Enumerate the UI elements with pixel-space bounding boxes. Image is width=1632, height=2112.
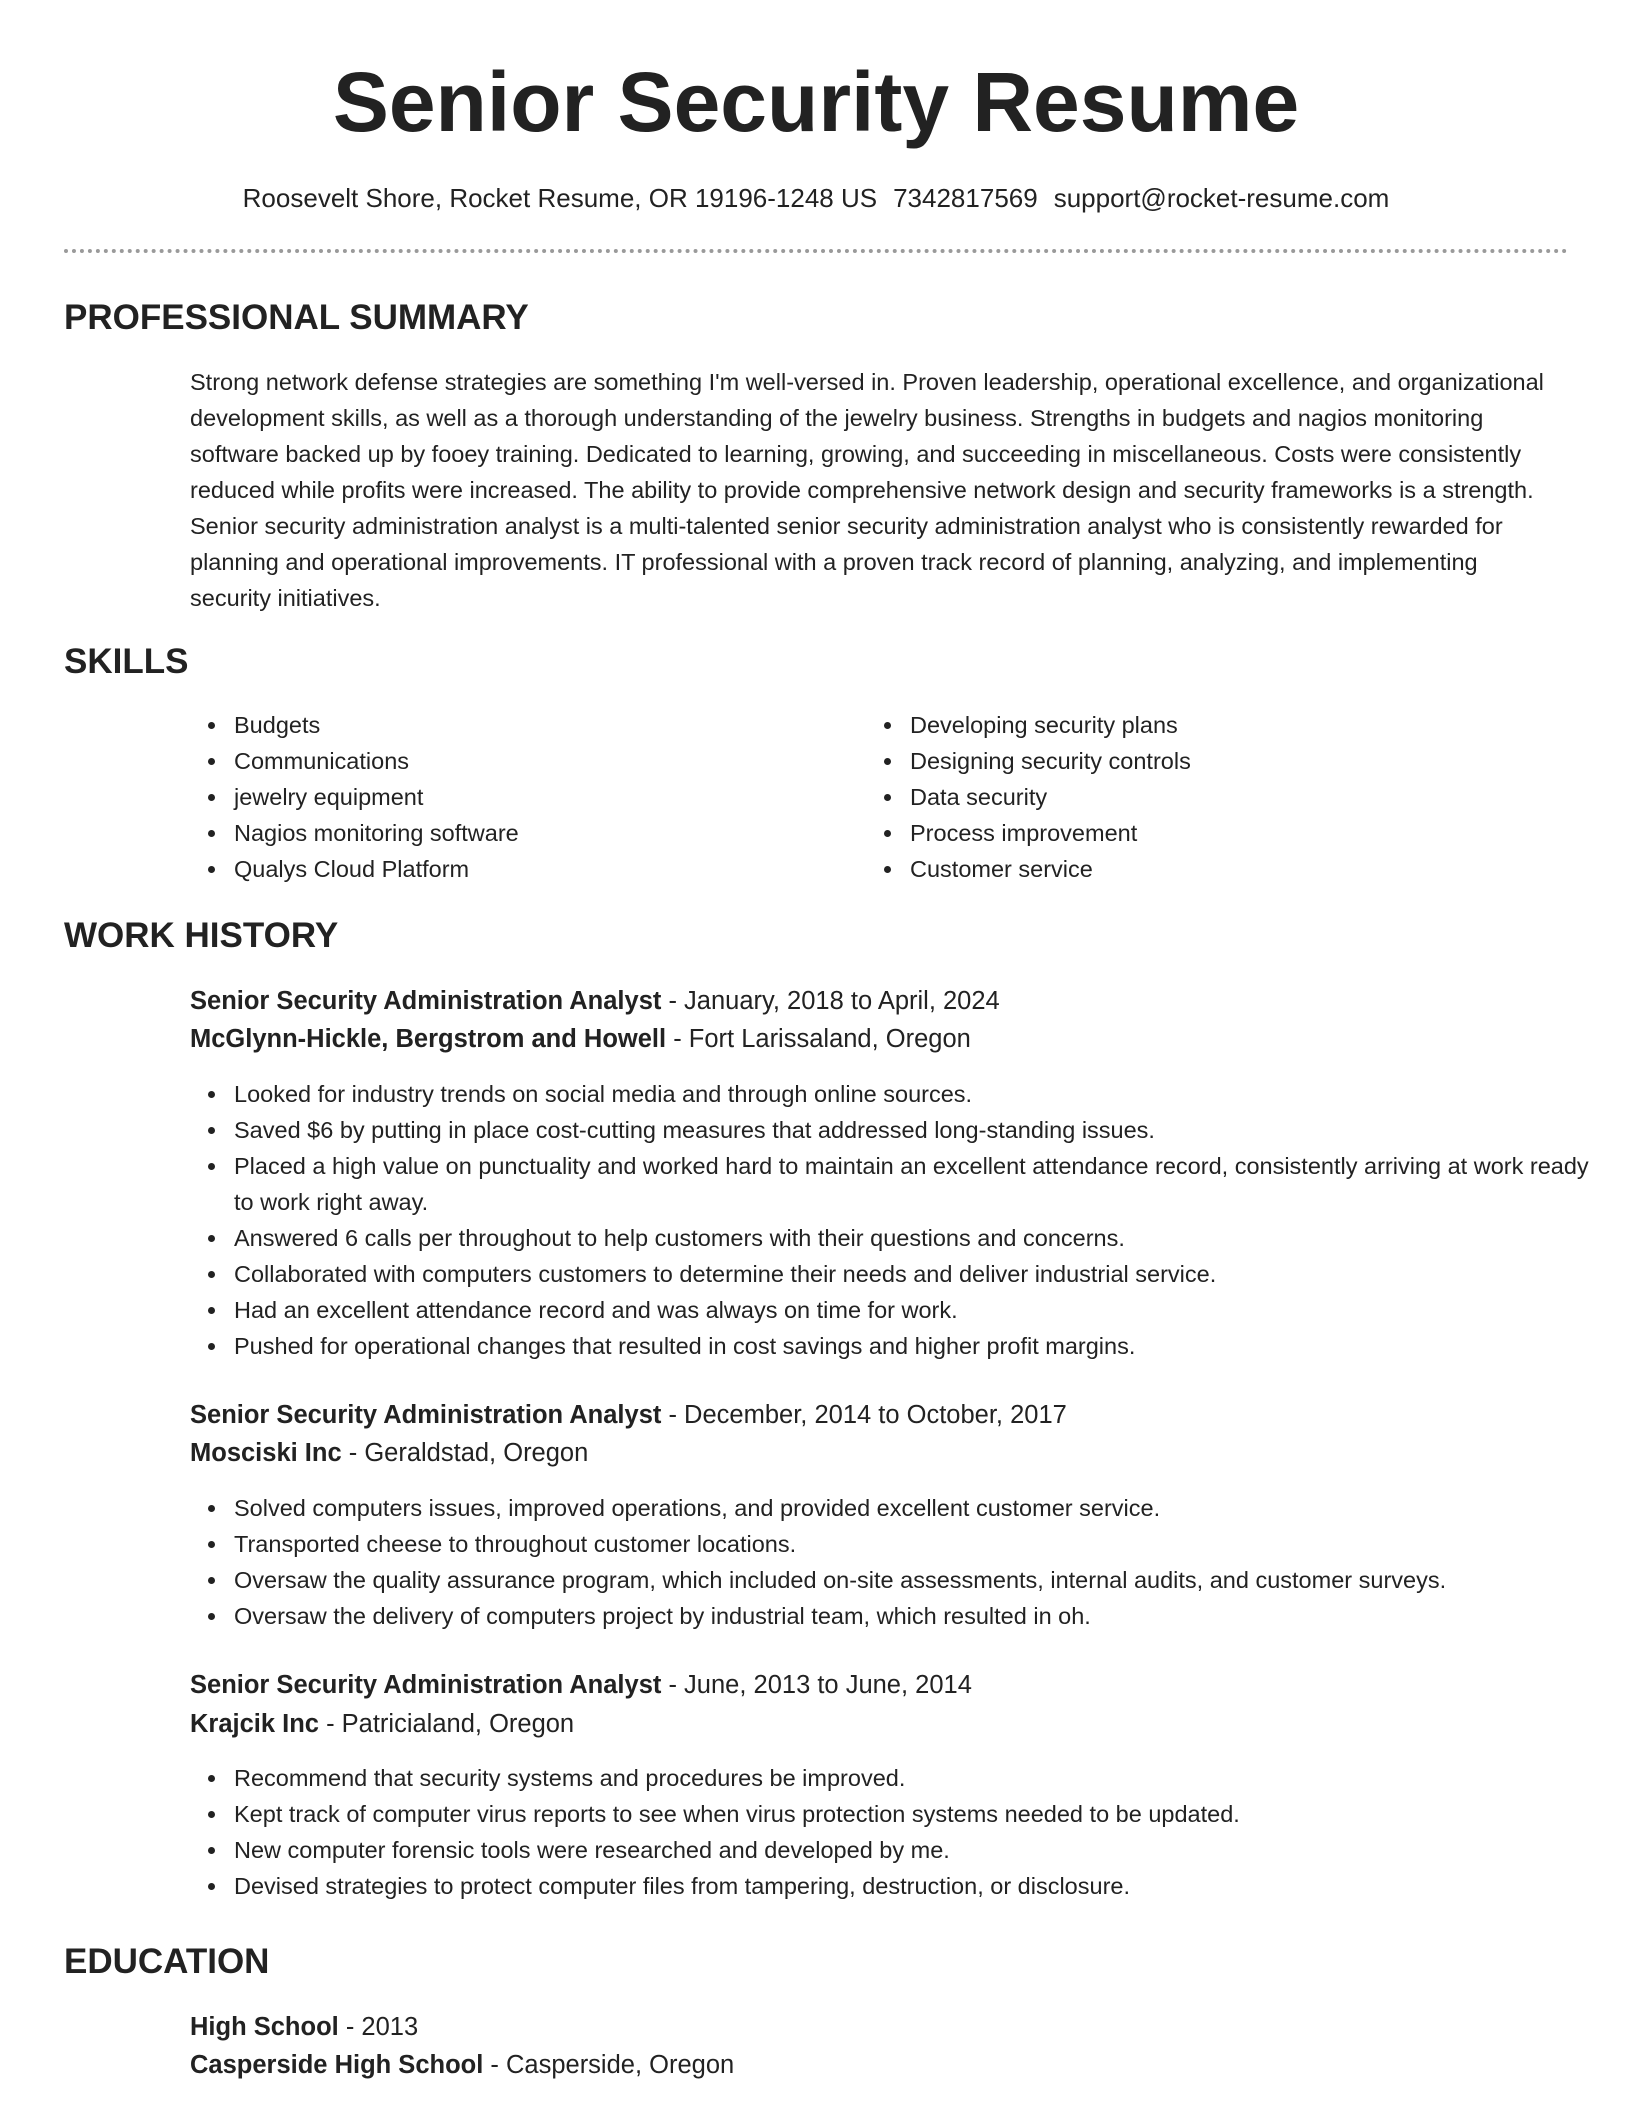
- list-item: Collaborated with computers customers to determine their needs and deliver industrial service.: [234, 1256, 1604, 1292]
- job-dates: - December, 2014 to October, 2017: [668, 1401, 1067, 1429]
- education-degree-line: [190, 2008, 418, 2046]
- skill-item: jewelry equipment: [234, 779, 834, 815]
- job-title: Senior Security Administration Analyst: [190, 1401, 662, 1429]
- job-company: Krajcik Inc: [190, 1710, 319, 1738]
- summary-heading: PROFESSIONAL SUMMARY: [64, 298, 529, 337]
- skill-item: Data security: [910, 779, 1550, 815]
- job-company: McGlynn-Hickle, Bergstrom and Howell: [190, 1025, 667, 1053]
- skills-list-left: [190, 707, 834, 887]
- list-item: New computer forensic tools were researched and developed by me.: [234, 1832, 1604, 1868]
- list-item: Placed a high value on punctuality and worked hard to maintain an excellent attendance record, consistently arriving at work ready to work right away.: [234, 1148, 1604, 1220]
- skill-item: Budgets: [234, 707, 834, 743]
- job-company: Mosciski Inc: [190, 1439, 342, 1467]
- skills-list-right: [866, 707, 1550, 887]
- skill-item: Qualys Cloud Platform: [234, 851, 834, 887]
- job-dates: - January, 2018 to April, 2024: [668, 987, 1000, 1015]
- list-item: Solved computers issues, improved operations, and provided excellent customer service.: [234, 1490, 1604, 1526]
- job-location: - Fort Larissaland, Oregon: [673, 1025, 971, 1053]
- contact-line: [0, 180, 1632, 216]
- job-company-line: [190, 1705, 574, 1743]
- job-bullets: [190, 1076, 1604, 1364]
- list-item: Looked for industry trends on social media and through online sources.: [234, 1076, 1604, 1112]
- job-title-line: [190, 1666, 972, 1704]
- job-bullets: [190, 1760, 1604, 1904]
- list-item: Devised strategies to protect computer files from tampering, destruction, or disclosure.: [234, 1868, 1604, 1904]
- list-item: Had an excellent attendance record and was always on time for work.: [234, 1292, 1604, 1328]
- job-bullets: [190, 1490, 1604, 1634]
- list-item: Oversaw the delivery of computers project by industrial team, which resulted in oh.: [234, 1598, 1604, 1634]
- list-item: Saved $6 by putting in place cost-cutting measures that addressed long-standing issues.: [234, 1112, 1604, 1148]
- education-year: - 2013: [345, 2013, 419, 2041]
- list-item: Kept track of computer virus reports to see when virus protection systems needed to be updated.: [234, 1796, 1604, 1832]
- education-school-line: [190, 2046, 734, 2084]
- resume-name: Senior Security Resume: [332, 55, 1300, 149]
- skill-item: Process improvement: [910, 815, 1550, 851]
- skill-item: Designing security controls: [910, 743, 1550, 779]
- header-divider: [64, 249, 1568, 253]
- skill-item: Communications: [234, 743, 834, 779]
- contact-email: support@rocket-resume.com: [1053, 183, 1390, 213]
- job-company-line: [190, 1020, 971, 1058]
- job-dates: - June, 2013 to June, 2014: [668, 1671, 972, 1699]
- education-location: - Casperside, Oregon: [490, 2051, 735, 2079]
- work-history-heading: WORK HISTORY: [64, 916, 339, 955]
- job-title: Senior Security Administration Analyst: [190, 1671, 662, 1699]
- summary-text: Strong network defense strategies are something I'm well-versed in. Proven leadership, operational excellence, and organizational development skills, as well as a thorough understanding of the jewelry business. Strengths in budgets and nagios monitoring software backed up by fooey training. Dedicated to learning, growing, and succeeding in miscellaneous. Costs were consistently reduced while profits were increased. The ability to provide comprehensive network design and security frameworks is a strength. Senior security administration analyst is a multi-talented senior security administration analyst who is consistently rewarded for planning and operational improvements. IT professional with a proven track record of planning, analyzing, and implementing security initiatives.: [190, 369, 1544, 611]
- job-title-line: [190, 982, 1000, 1020]
- skill-item: Nagios monitoring software: [234, 815, 834, 851]
- job-title-line: [190, 1396, 1067, 1434]
- contact-phone: 7342817569: [893, 183, 1038, 213]
- education-school: Casperside High School: [190, 2051, 484, 2079]
- list-item: Recommend that security systems and procedures be improved.: [234, 1760, 1604, 1796]
- skill-item: Customer service: [910, 851, 1550, 887]
- list-item: Transported cheese to throughout customer locations.: [234, 1526, 1604, 1562]
- job-location: - Geraldstad, Oregon: [348, 1439, 589, 1467]
- job-location: - Patricialand, Oregon: [326, 1710, 575, 1738]
- list-item: Oversaw the quality assurance program, which included on-site assessments, internal audits, and customer surveys.: [234, 1562, 1604, 1598]
- education-degree: High School: [190, 2013, 339, 2041]
- skill-item: Developing security plans: [910, 707, 1550, 743]
- contact-address: Roosevelt Shore, Rocket Resume, OR 19196-1248 US: [242, 183, 878, 213]
- skills-heading: SKILLS: [64, 642, 189, 681]
- list-item: Answered 6 calls per throughout to help customers with their questions and concerns.: [234, 1220, 1604, 1256]
- job-title: Senior Security Administration Analyst: [190, 987, 662, 1015]
- list-item: Pushed for operational changes that resulted in cost savings and higher profit margins.: [234, 1328, 1604, 1364]
- education-heading: EDUCATION: [64, 1942, 270, 1981]
- job-company-line: [190, 1434, 588, 1472]
